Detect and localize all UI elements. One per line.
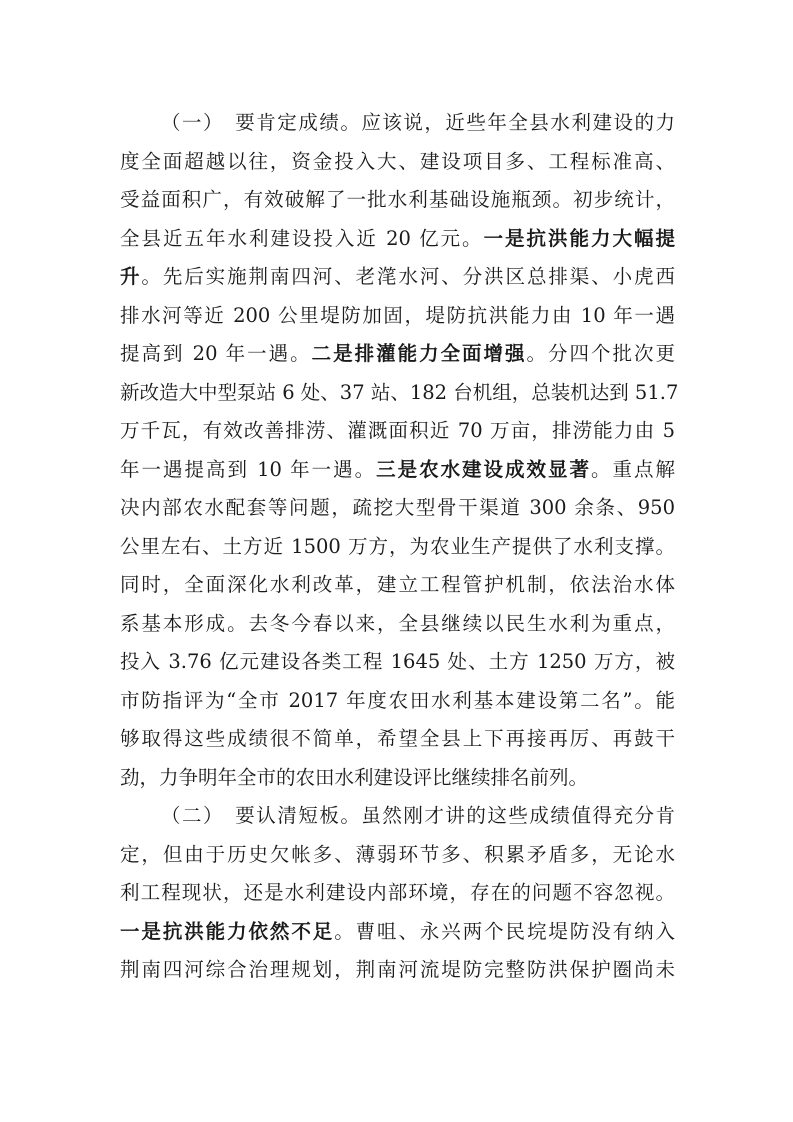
text-line (120, 797, 675, 836)
body-text-span: 劲，力争明年全市的农田水利建设评比继续排名前列。 (120, 765, 589, 789)
body-text-span: 年一遇提高到 10 年一遇。 (120, 457, 377, 481)
body-text-span: 。重点解 (591, 457, 675, 481)
body-text-span: 排水河等近 200 公里堤防加固，堤防抗洪能力由 10 年一遇 (120, 303, 675, 327)
text-line (120, 143, 675, 182)
text-line (120, 720, 675, 759)
text-line (120, 913, 675, 952)
body-text-span: 公里左右、土方近 1500 万方，为农业生产提供了水利支撑。 (120, 534, 675, 558)
text-line (120, 605, 675, 644)
body-text-span: （一） 要肯定成绩。应该说，近些年全县水利建设的力 (161, 111, 675, 134)
body-text-span: 够取得这些成绩很不简单，希望全县上下再接再厉、再鼓干 (120, 727, 675, 750)
text-line (120, 528, 675, 567)
text-line (120, 220, 675, 259)
bold-heading-text: 一是抗洪能力大幅提 (483, 226, 675, 250)
text-line (120, 874, 675, 913)
paragraph-section-1 (120, 104, 679, 797)
body-text-span: 投入 3.76 亿元建设各类工程 1645 处、土方 1250 万方，被 (120, 650, 675, 673)
text-line (120, 643, 675, 682)
text-line (120, 836, 675, 875)
text-line (120, 951, 675, 990)
text-line (120, 258, 675, 297)
body-text-span: 荆南四河综合治理规划，荆南河流堤防完整防洪保护圈尚未 (120, 958, 675, 981)
body-text-span: 万千瓦，有效改善排涝、灌溉面积近 70 万亩，排涝能力由 5 (120, 419, 675, 442)
body-text-span: （二） 要认清短板。虽然刚才讲的这些成绩值得充分肯 (161, 804, 675, 827)
document-body (120, 104, 679, 990)
text-line (120, 412, 675, 451)
bold-heading-text: 升 (120, 265, 142, 288)
body-text-span: 。先后实施荆南四河、老滗水河、分洪区总排渠、小虎西 (141, 265, 675, 288)
body-text-span: 。曹咀、永兴两个民垸堤防没有纳入 (334, 919, 675, 943)
body-text-span: 。分四个批次更 (526, 342, 675, 365)
body-text-span: 利工程现状，还是水利建设内部环境，存在的问题不容忽视。 (120, 881, 675, 904)
bold-heading-text: 三是农水建设成效显著 (376, 457, 591, 481)
text-line (120, 682, 675, 721)
paragraph-section-2 (120, 797, 675, 990)
body-text-span: 提高到 20 年一遇。 (120, 342, 312, 365)
text-line (120, 335, 675, 374)
body-text-span: 定，但由于历史欠帐多、薄弱环节多、积累矛盾多，无论水 (120, 842, 675, 866)
text-line (120, 489, 675, 528)
body-text-span: 市防指评为“全市 2017 年度农田水利基本建设第二名”。能 (120, 688, 675, 712)
body-text-span: 受益面积广，有效破解了一批水利基础设施瓶颈。初步统计， (120, 188, 675, 211)
text-line (120, 451, 675, 490)
text-line (120, 374, 679, 413)
text-line (120, 181, 675, 220)
body-text-span: 系基本形成。去冬今春以来，全县继续以民生水利为重点， (120, 611, 675, 635)
body-text-span: 同时，全面深化水利改革，建立工程管护机制，依法治水体 (120, 573, 675, 596)
body-text-span: 度全面超越以往，资金投入大、建设项目多、工程标准高、 (120, 149, 675, 173)
text-line (120, 759, 675, 798)
text-line (120, 104, 675, 143)
body-text-span: 决内部农水配套等问题，疏挖大型骨干渠道 300 余条、950 (120, 496, 675, 519)
body-text-span: 新改造大中型泵站 6 处、37 站、182 台机组，总装机达到 51.7 (120, 380, 679, 404)
bold-heading-text: 一是抗洪能力依然不足 (120, 919, 335, 943)
text-line (120, 566, 675, 605)
body-text-span: 全县近五年水利建设投入近 20 亿元。 (120, 226, 484, 250)
text-line (120, 297, 675, 336)
bold-heading-text: 二是排灌能力全面增强 (311, 342, 527, 365)
